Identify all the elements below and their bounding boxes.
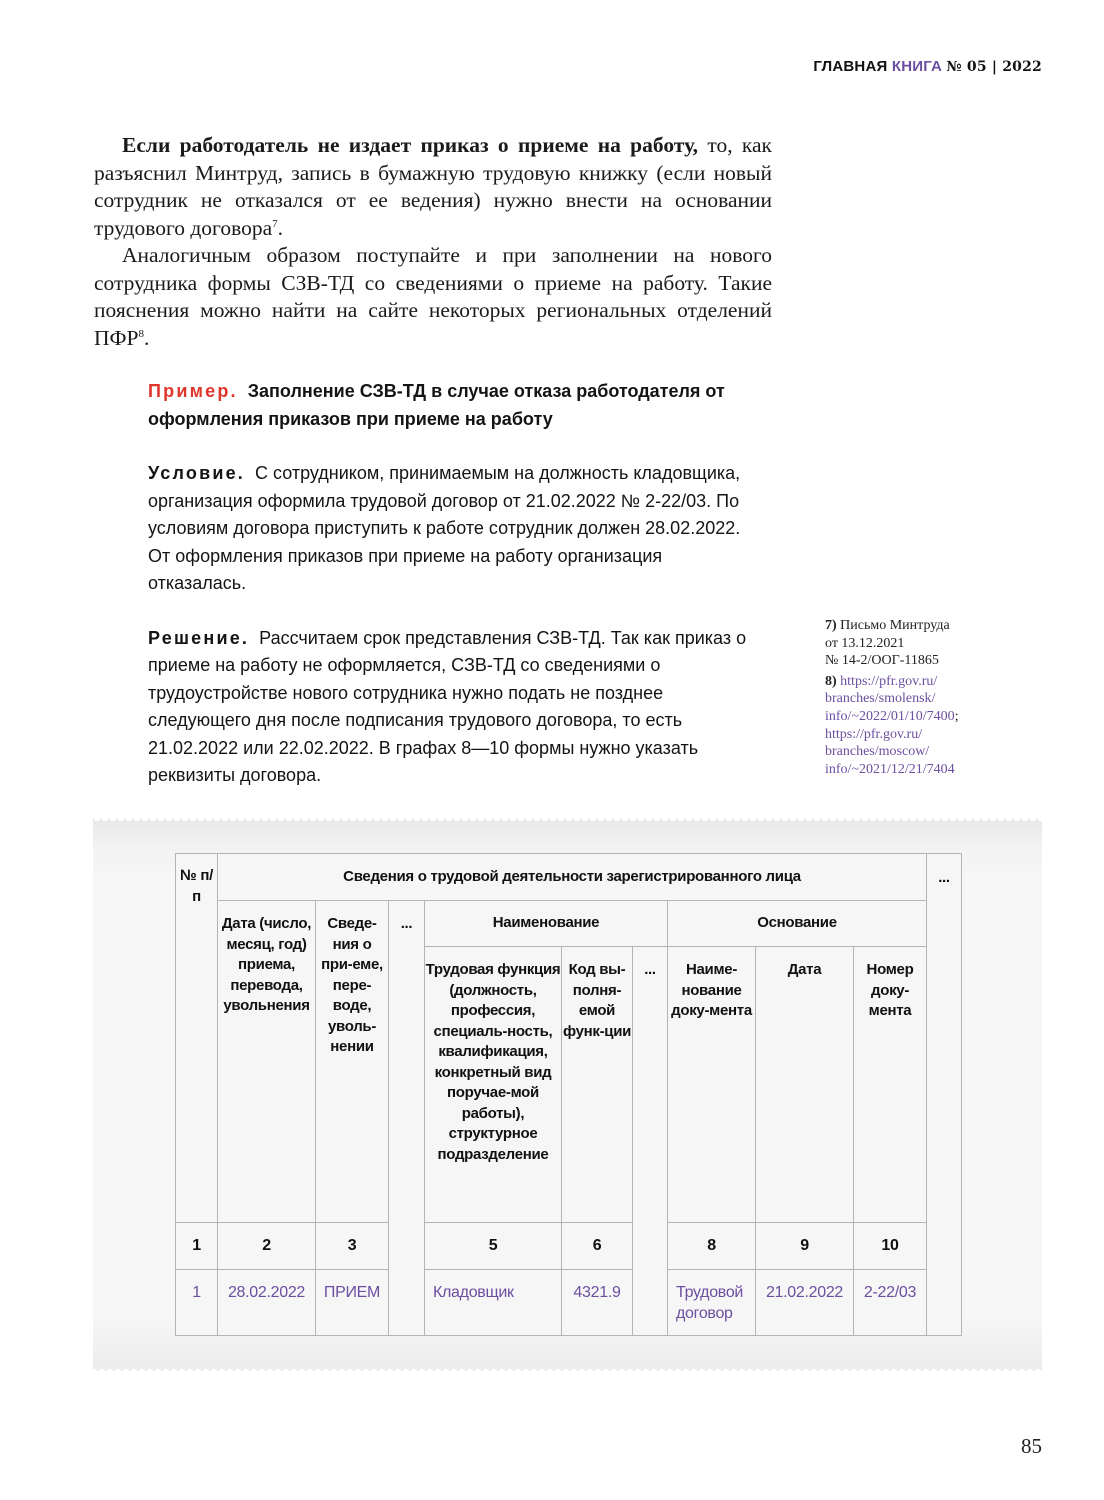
example-heading [148,378,758,433]
header-info: Сведе-ния о при-еме, пере-воде, уволь-нении [316,901,389,1223]
header-ellipsis-2: ... [633,947,668,1336]
cell-docname: Трудовой договор [668,1270,756,1336]
header-docname: Наиме-нование доку-мента [668,947,756,1223]
column-number-row: 1 2 3 5 6 8 9 10 [176,1223,962,1270]
header-group-basis: Основание [668,901,927,947]
header-docnum: Номер доку-мента [854,947,927,1223]
issue-number: № 05 | 2022 [946,59,1042,75]
footnote-7: 7) Письмо Минтруда от 13.12.2021 № 14-2/ООГ-11865 [825,618,950,669]
footnote-ref-7[interactable]: 7 [272,217,278,230]
brand-name: ГЛАВНАЯ [813,58,888,75]
header-docdate: Дата [756,947,854,1223]
brand-name-accent: КНИГА [891,58,943,75]
bold-lead-in: Если работодатель не издает приказ о приеме на работу, [122,133,699,157]
cell-num: 1 [176,1270,218,1336]
header-group-title: Сведения о трудовой деятельности зарегистрированного лица [218,854,927,901]
szv-td-form-table [175,853,962,1336]
cell-info: ПРИЕМ [316,1270,389,1336]
form-table-panel [93,818,1042,1371]
lead-text [94,132,772,352]
header-code: Код вы-полня-емой функ-ции [562,947,633,1223]
cell-docdate: 21.02.2022 [756,1270,854,1336]
header-function: Трудовая функция (должность, профессия, специаль-ность, квалификация, конкретный вид поручае-мой работы), структурное подразделение [425,947,562,1223]
example-title: Заполнение СЗВ-ТД в случае отказа работодателя от оформления приказов при приеме на работу [148,381,725,429]
link-smolensk[interactable]: https://pfr.gov.ru/ branches/smolensk/ info/~2022/01/10/7400 [825,673,955,724]
solution-label: Решение. [148,627,250,648]
header-date: Дата (число, месяц, год) приема, перевода, увольнения [218,901,316,1223]
condition-text: С сотрудником, принимаемым на должность кладовщика, организация оформила трудовой договор от 21.02.2022 № 2-22/03. По условиям договора приступить к работе сотрудник должен 28.02.2022. От оформления приказов при приеме на работу организация отказалась. [148,463,741,593]
running-header [813,58,1042,75]
cell-function: Кладовщик [425,1270,562,1336]
condition-section [148,460,758,598]
cell-date: 28.02.2022 [218,1270,316,1336]
sidebar-footnotes [825,617,1025,778]
header-group-name: Наименование [425,901,668,947]
header-num: № п/п [176,854,218,1223]
cell-docnum: 2-22/03 [854,1270,927,1336]
condition-label: Условие. [148,463,246,483]
header-ellipsis-1: ... [389,901,425,1336]
solution-section [148,625,758,790]
scalloped-edge-top [93,818,1042,824]
paragraph-2: Аналогичным образом поступайте и при заполнении на нового сотрудника формы СЗВ-ТД со сведениями о приеме на работу. Такие пояснения можно найти на сайте некоторых региональных отделений ПФР$^8$. [94,243,772,350]
footnote-8: 8) https://pfr.gov.ru/ branches/smolensk/ info/~2022/01/10/7400; https://pfr.gov.ru/ branches/moscow/ info/~2021/12/21/7404 [825,673,959,777]
solution-text: Рассчитаем срок представления СЗВ-ТД. Так как приказ о приеме на работу не оформляется, СЗВ-ТД со сведениями о трудоустройстве нового сотрудника нужно подать не позднее следующего дня после подписания трудового договора, то есть 21.02.2022 или 22.02.2022. В графах 8—10 формы нужно указать реквизиты договора. [148,627,747,785]
footnote-ref-8[interactable]: 8 [138,327,144,340]
scalloped-edge-bottom [93,1366,1042,1372]
cell-code: 4321.9 [562,1270,633,1336]
table-row [176,1270,962,1336]
example-box [148,378,758,790]
header-ellipsis-right: ... [927,854,962,1336]
link-moscow[interactable]: https://pfr.gov.ru/ branches/moscow/ info/~2021/12/21/7404 [825,726,955,777]
example-label: Пример. [148,381,238,401]
page-number: 85 [1021,1434,1042,1458]
paragraph-1: Если работодатель не издает приказ о приеме на работу, то, как разъяснил Минтруд, запись в бумажную трудовую книжку (если новый сотрудник не отказался от ее ведения) нужно внести на основании трудового договора$^7$. [94,133,772,240]
